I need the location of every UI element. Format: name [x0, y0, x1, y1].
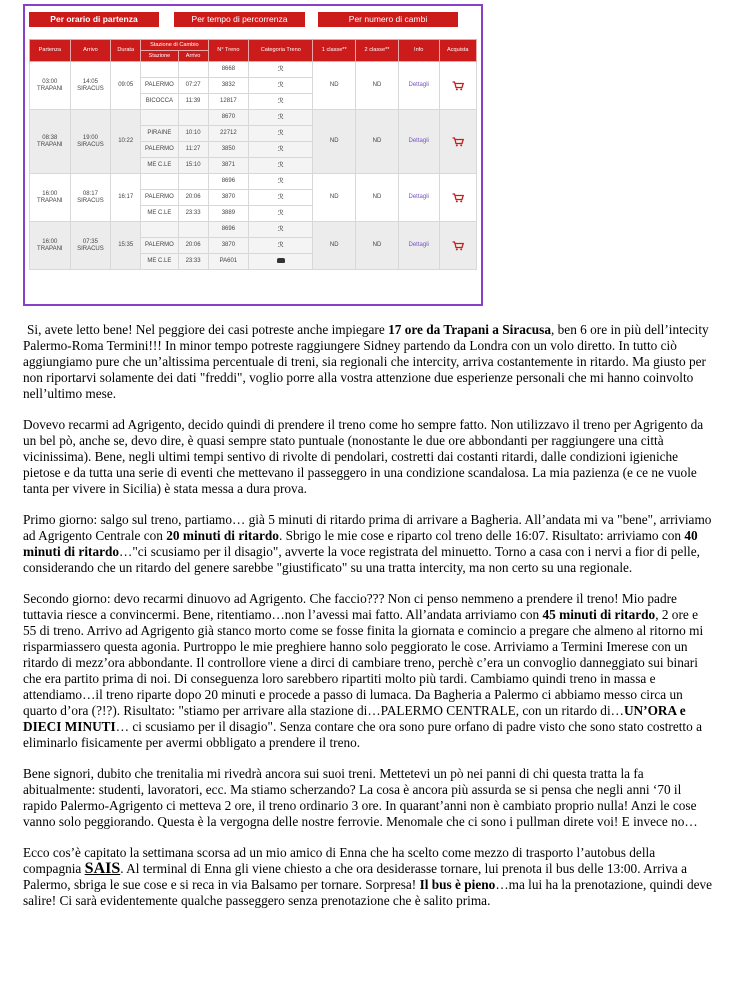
change-arrival-cell: 07:27 [178, 78, 208, 94]
paragraph-1 [23, 322, 713, 402]
text: . Sbrigo le mie cose e riparto col treno delle 16:07. Risultato: arriviamo con [278, 528, 685, 544]
text: . Al terminal di Enna gli viene chiesto a che ora desiderasse tornare, lui prenota il bus delle 13:00. Arriva a Palermo, sbriga le sue cose e si reca in via Balsamo per tornare. Sorpresa! [23, 861, 688, 893]
header-arrivo-cambio: Arrivo [178, 51, 208, 62]
category-cell [249, 62, 313, 78]
tab-numero-cambi[interactable]: Per numero di cambi [318, 12, 458, 27]
train-number-cell: 22712 [208, 126, 249, 142]
category-cell [249, 78, 313, 94]
tab-orario-partenza[interactable]: Per orario di partenza [29, 12, 159, 27]
details-link[interactable]: Dettagli [398, 174, 439, 222]
solution-group [30, 110, 477, 174]
category-cell [249, 126, 313, 142]
text: Primo giorno: salgo sul treno, partiamo… già 5 minuti di ritardo prima di arrivare a Bagheria. All’andata mi va "bene", arriviamo ad Agrigento Centrale con [23, 512, 712, 544]
category-cell [249, 142, 313, 158]
header-stazione-cambio: Stazione di Cambio [141, 40, 208, 51]
text: , ben 6 ore in più dell’intecity Palermo-Roma Termini!!! In minor tempo potreste raggiungere Sidney partendo da Londra con un volo diretto. In tutto ciò aggiungiamo pure che un’altissima percentuale di treni, sia regionali che intercity, arriva costantemente in ritardo. Ma giusto per non riportarvi solamente dei dati "freddi", voglio porre alla vostra attenzione due esperienze personali che mi hanno coinvolto nell’ultimo mese. [23, 322, 709, 401]
timetable-frame [23, 4, 483, 306]
change-station-cell: ME C.LE [141, 206, 178, 222]
header-arrivo[interactable]: Arrivo [70, 40, 111, 62]
arrival-cell: 08:17 SIRACUS [70, 174, 111, 222]
train-number-cell: 8668 [208, 62, 249, 78]
paragraph-6 [23, 845, 713, 909]
highlight: UN’ORA e DIECI MINUTI [23, 702, 686, 734]
sais-link[interactable]: SAIS [84, 860, 121, 878]
header-durata[interactable]: Durata [111, 40, 141, 62]
first-class-cell: ND [313, 110, 356, 174]
header-categoria: Categoria Treno [249, 40, 313, 62]
train-number-cell: 3871 [208, 158, 249, 174]
departure-cell: 03:00 TRAPANI [30, 62, 71, 110]
change-station-cell [141, 174, 178, 190]
change-station-cell: PALERMO [141, 142, 178, 158]
paragraph-2: Dovevo recarmi ad Agrigento, decido quindi di prendere il treno come ho sempre fatto. Non utilizzavo il treno per Agrigento da un bel pò, anche se, devo dire, è quasi sempre stato puntuale (nonostante le due ore abbondanti per raggiungere una città vicinissima). Bene, negli ultimi tempi sentivo di rivolte di pendolari, costretti dai costanti ritardi, dalle condizioni igieniche pietose e da tutta una serie di eventi che mettevano il passeggero in una condizione scandalosa. La mia pazienza (e ce ne vuole tanta per vivere in Sicilia) è stata messa a dura prova. [23, 417, 704, 496]
change-arrival-cell: 23:33 [178, 206, 208, 222]
highlight: 17 ore da Trapani a Siracusa [388, 322, 551, 337]
train-number-cell: 12817 [208, 94, 249, 110]
change-station-cell: PIRAINE [141, 126, 178, 142]
text: Ecco cos’è capitato la settimana scorsa ad un mio amico di Enna che ha scelto come mezzo di trasporto l’autobus della compagnia [23, 845, 656, 877]
arrival-cell: 14:05 SIRACUS [70, 62, 111, 110]
change-station-cell [141, 222, 178, 238]
change-arrival-cell [178, 62, 208, 78]
train-number-cell: 8670 [208, 110, 249, 126]
change-arrival-cell [178, 174, 208, 190]
train-category-icon: ℛ [277, 113, 284, 121]
train-number-cell: 3850 [208, 142, 249, 158]
details-link[interactable]: Dettagli [398, 62, 439, 110]
change-station-cell: ME C.LE [141, 158, 178, 174]
train-number-cell: 8696 [208, 174, 249, 190]
train-number-cell: 8696 [208, 222, 249, 238]
train-category-icon: ℛ [277, 241, 284, 249]
change-arrival-cell [178, 222, 208, 238]
train-number-cell: 3832 [208, 78, 249, 94]
change-arrival-cell: 11:39 [178, 94, 208, 110]
duration-cell: 10:22 [111, 110, 141, 174]
table-row [30, 222, 477, 238]
text: …ma lui ha la prenotazione, quindi deve salire! Ci sarà evidentemente qualche passeggero senza prenotazione che è salito prima. [23, 877, 713, 909]
highlight: 40 minuti di ritardo [23, 528, 698, 560]
train-category-icon: ℛ [277, 193, 284, 201]
train-category-icon: ℛ [277, 97, 284, 105]
tab-tempo-percorrenza[interactable]: Per tempo di percorrenza [174, 12, 305, 27]
category-cell [249, 94, 313, 110]
train-number-cell: PA601 [208, 254, 249, 270]
duration-cell: 09:05 [111, 62, 141, 110]
second-class-cell: ND [356, 62, 399, 110]
text: … ci scusiamo per il disagio". Senza contare che ora sono pure orfano di padre visto che sono stato costretto a eliminarlo fisicamente per avermi obbligato a prendere il treno. [23, 718, 702, 750]
category-cell [249, 158, 313, 174]
text: …"ci scusiamo per il disagio", avverte la voce registrata del minuetto. Torno a casa con i nervi a fior di pelle, considerando che un ritardo del genere sarebbe "giustificato" su una tratta intercity, ma non certo su una regionale. [23, 544, 700, 575]
header-info: Info [398, 40, 439, 62]
header-stazione: Stazione [141, 51, 178, 62]
change-station-cell: ME C.LE [141, 254, 178, 270]
second-class-cell: ND [356, 174, 399, 222]
train-category-icon: ℛ [277, 209, 284, 217]
category-cell [249, 206, 313, 222]
category-cell [249, 190, 313, 206]
bus-icon [277, 258, 285, 263]
cart-icon [452, 83, 464, 89]
change-arrival-cell: 10:10 [178, 126, 208, 142]
change-arrival-cell [178, 110, 208, 126]
paragraph-5: Bene signori, dubito che trenitalia mi rivedrà ancora sui suoi treni. Mettetevi un pò nei panni di chi questa tratta la fa abitualmente: studenti, lavoratori, ecc. Ma stiamo scherzando? La cosa è ancora più assurda se si pensa che negli anni ‘70 il rapido Palermo-Agrigento ci metteva 2 ore, il treno ordinario 3 ore. In quarant’anni non è cambiato proprio nulla! Anzi le cose vanno solo peggiorando. Questa è la vergogna delle nostre ferrovie. Menomale che ci sono i pullman direte voi! E invece no… [23, 766, 698, 829]
departure-cell: 08:38 TRAPANI [30, 110, 71, 174]
header-seconda-classe: 2 classe** [356, 40, 399, 62]
change-arrival-cell: 20:06 [178, 190, 208, 206]
train-number-cell: 3870 [208, 238, 249, 254]
departure-cell: 16:00 TRAPANI [30, 174, 71, 222]
highlight: Il bus è pieno [419, 877, 496, 893]
change-station-cell: PALERMO [141, 238, 178, 254]
first-class-cell: ND [313, 62, 356, 110]
article-body [23, 322, 713, 925]
category-cell [249, 174, 313, 190]
arrival-cell: 07:35 SIRACUS [70, 222, 111, 270]
buy-button[interactable] [439, 110, 477, 174]
train-category-icon: ℛ [277, 81, 284, 89]
text: , 2 ore e 55 di treno. Arrivo ad Agrigento già stanco morto come se fosse finita la giornata e comincio a pregare che almeno al ritorno mi risparmiassero questa agonia. Purtroppo le mie preghiere hanno solo peggiorato le cose. Arriviamo a Termini Imerese con un ritardo di mezz’ora abbondante. Il controllore viene a dirci di cambiare treno, perchè c’era un convoglio danneggiato sui binari che era partito prima di noi. Di conseguenza loro sarebbero ripartiti molto più tardi. Cambiamo quindi treno in massa e attendiamo…il treno riparte dopo 20 minuti e procede a passo di lumaca. Da Bagheria a Palermo ci abbiamo messo circa un quarto d’ora (?!?). Risultato: "stiamo per arrivare alla stazione di…PALERMO CENTRALE, con un ritardo di… [23, 607, 704, 718]
departure-cell: 16:00 TRAPANI [30, 222, 71, 270]
text: Secondo giorno: devo recarmi dinuovo ad Agrigento. Che faccio??? Non ci penso nemmeno a prendere il treno! Mio padre tuttavia riesce a convincermi. Bene, ritentiamo…non l’avessi mai fatto. All’andata arriviamo con [23, 591, 677, 623]
timetable-table [29, 39, 477, 270]
header-prima-classe: 1 classe** [313, 40, 356, 62]
change-arrival-cell: 11:27 [178, 142, 208, 158]
text: Si, avete letto bene! Nel peggiore dei casi potreste anche impiegare [27, 322, 389, 337]
category-cell [249, 222, 313, 238]
cart-icon [452, 139, 464, 145]
category-cell [249, 110, 313, 126]
duration-cell: 16:17 [111, 174, 141, 222]
change-arrival-cell: 15:10 [178, 158, 208, 174]
category-cell [249, 238, 313, 254]
duration-cell: 15:35 [111, 222, 141, 270]
change-station-cell [141, 62, 178, 78]
header-acquista: Acquista [439, 40, 477, 62]
change-station-cell: BICOCCA [141, 94, 178, 110]
cart-icon [452, 243, 464, 249]
table-row [30, 62, 477, 78]
details-link[interactable]: Dettagli [398, 222, 439, 270]
train-number-cell: 3870 [208, 190, 249, 206]
solution-group [30, 222, 477, 270]
buy-button[interactable] [439, 174, 477, 222]
header-n-treno: N° Treno [208, 40, 249, 62]
details-link[interactable]: Dettagli [398, 110, 439, 174]
timetable-tabs [29, 12, 477, 27]
paragraph-3 [23, 512, 713, 576]
change-station-cell [141, 110, 178, 126]
highlight: 45 minuti di ritardo [542, 607, 656, 623]
change-station-cell: PALERMO [141, 190, 178, 206]
solution-group [30, 174, 477, 222]
train-category-icon: ℛ [277, 145, 284, 153]
buy-button[interactable] [439, 222, 477, 270]
table-row [30, 174, 477, 190]
change-station-cell: PALERMO [141, 78, 178, 94]
first-class-cell: ND [313, 174, 356, 222]
train-category-icon: ℛ [277, 65, 284, 73]
header-partenza[interactable]: Partenza [30, 40, 71, 62]
train-category-icon: ℛ [277, 129, 284, 137]
cart-icon [452, 195, 464, 201]
paragraph-4 [23, 591, 713, 750]
change-arrival-cell: 23:33 [178, 254, 208, 270]
category-cell [249, 254, 313, 270]
first-class-cell: ND [313, 222, 356, 270]
table-row [30, 110, 477, 126]
timetable-header [30, 40, 477, 62]
second-class-cell: ND [356, 222, 399, 270]
arrival-cell: 19:00 SIRACUS [70, 110, 111, 174]
train-category-icon: ℛ [277, 225, 284, 233]
highlight: 20 minuti di ritardo [166, 528, 279, 544]
change-arrival-cell: 20:06 [178, 238, 208, 254]
train-category-icon: ℛ [277, 161, 284, 169]
second-class-cell: ND [356, 110, 399, 174]
train-category-icon: ℛ [277, 177, 284, 185]
train-number-cell: 3889 [208, 206, 249, 222]
buy-button[interactable] [439, 62, 477, 110]
solution-group [30, 62, 477, 110]
